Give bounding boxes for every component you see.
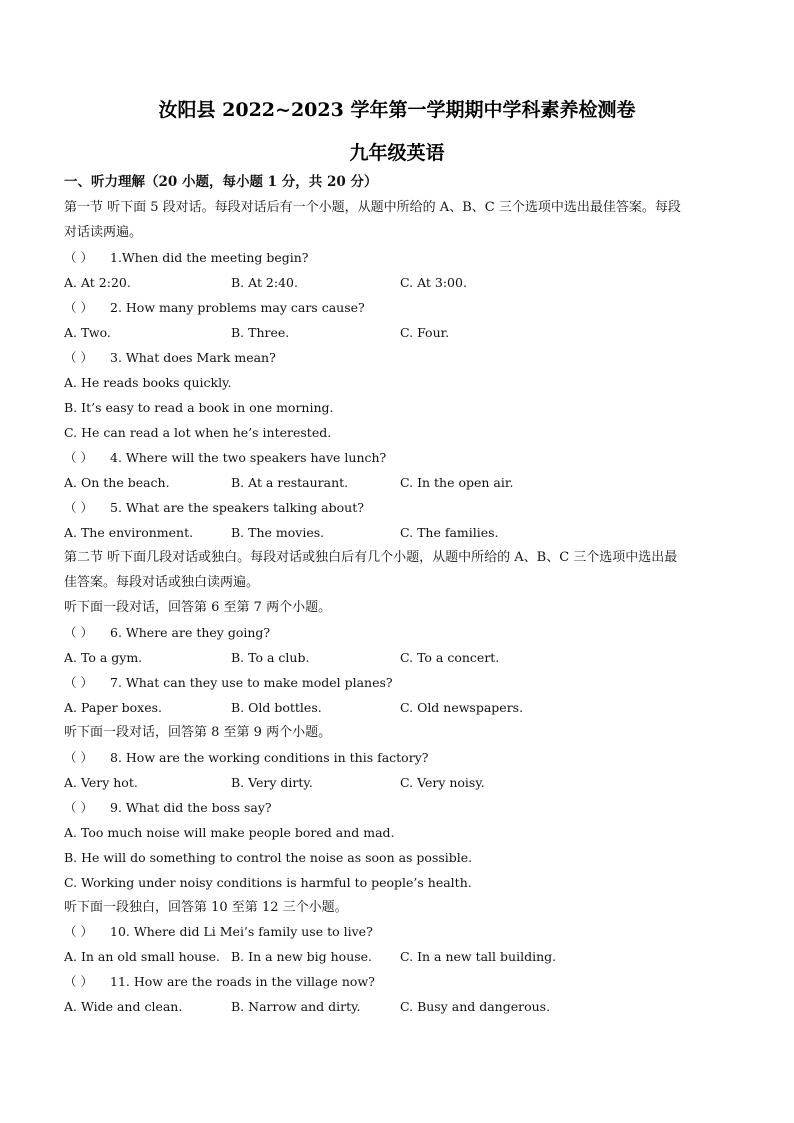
option-c: C. He can read a lot when he’s interested. bbox=[64, 425, 332, 440]
option-c: C. In the open air. bbox=[400, 475, 514, 490]
option-c: C. Working under noisy conditions is harmful to people’s health. bbox=[64, 875, 472, 890]
option-a: A. He reads books quickly. bbox=[64, 375, 232, 390]
question-text: 3. What does Mark mean? bbox=[110, 350, 276, 365]
option-b: B. Three. bbox=[231, 325, 290, 340]
answer-blank[interactable]: （ ） bbox=[64, 974, 93, 989]
question-text: 6. Where are they going? bbox=[110, 625, 271, 640]
option-c: C. Old newspapers. bbox=[400, 700, 524, 715]
option-b: B. At 2:40. bbox=[231, 275, 298, 290]
question-text: 11. How are the roads in the village now? bbox=[110, 974, 375, 989]
question-10 bbox=[64, 924, 373, 940]
option-c: C. The families. bbox=[400, 525, 499, 540]
exam-title: 汝阳县 2022~2023 学年第一学期期中学科素养检测卷 bbox=[158, 99, 636, 121]
section1-intro-line1: 第一节 听下面 5 段对话。每段对话后有一个小题，从题中所给的 A、B、C 三个选项中选出最佳答案。每段 bbox=[64, 200, 681, 215]
option-a: A. On the beach. bbox=[64, 475, 170, 490]
section1-intro-line2: 对话读两遍。 bbox=[64, 225, 143, 240]
answer-blank[interactable]: （ ） bbox=[64, 350, 93, 365]
question-4 bbox=[64, 450, 386, 466]
answer-blank[interactable]: （ ） bbox=[64, 300, 93, 315]
question-text: 5. What are the speakers talking about? bbox=[110, 500, 364, 515]
exam-subtitle: 九年级英语 bbox=[349, 142, 445, 164]
question-text: 2. How many problems may cars cause? bbox=[110, 300, 365, 315]
option-a: A. Two. bbox=[64, 325, 111, 340]
answer-blank[interactable]: （ ） bbox=[64, 500, 93, 515]
group-instruction-2: 听下面一段对话，回答第 8 至第 9 两个小题。 bbox=[64, 725, 332, 740]
option-a: A. The environment. bbox=[64, 525, 194, 540]
option-b: B. Narrow and dirty. bbox=[231, 999, 361, 1014]
option-a: A. Too much noise will make people bored and mad. bbox=[64, 825, 395, 840]
answer-blank[interactable]: （ ） bbox=[64, 450, 93, 465]
answer-blank[interactable]: （ ） bbox=[64, 675, 93, 690]
question-2 bbox=[64, 300, 365, 316]
option-b: B. In a new big house. bbox=[231, 949, 373, 964]
option-b: B. The movies. bbox=[231, 525, 325, 540]
option-c: C. Four. bbox=[400, 325, 450, 340]
option-b: B. Very dirty. bbox=[231, 775, 313, 790]
option-a: A. Very hot. bbox=[64, 775, 138, 790]
group-instruction-1: 听下面一段对话，回答第 6 至第 7 两个小题。 bbox=[64, 600, 332, 615]
option-b: B. It’s easy to read a book in one morning. bbox=[64, 400, 334, 415]
option-b: B. He will do something to control the noise as soon as possible. bbox=[64, 850, 473, 865]
option-b: B. At a restaurant. bbox=[231, 475, 349, 490]
question-text: 10. Where did Li Mei’s family use to live? bbox=[110, 924, 373, 939]
question-11 bbox=[64, 974, 375, 990]
question-text: 4. Where will the two speakers have lunch? bbox=[110, 450, 387, 465]
option-c: C. At 3:00. bbox=[400, 275, 467, 290]
answer-blank[interactable]: （ ） bbox=[64, 250, 93, 265]
question-text: 9. What did the boss say? bbox=[110, 800, 272, 815]
answer-blank[interactable]: （ ） bbox=[64, 800, 93, 815]
option-a: A. Wide and clean. bbox=[64, 999, 183, 1014]
answer-blank[interactable]: （ ） bbox=[64, 750, 93, 765]
question-5 bbox=[64, 500, 364, 516]
question-text: 1.When did the meeting begin? bbox=[110, 250, 309, 265]
option-b: B. To a club. bbox=[231, 650, 310, 665]
option-a: A. At 2:20. bbox=[64, 275, 131, 290]
question-text: 8. How are the working conditions in this factory? bbox=[110, 750, 429, 765]
section2-intro-line2: 佳答案。每段对话或独白读两遍。 bbox=[64, 575, 260, 590]
option-c: C. To a concert. bbox=[400, 650, 500, 665]
question-text: 7. What can they use to make model planes? bbox=[110, 675, 393, 690]
group-instruction-3: 听下面一段独白，回答第 10 至第 12 三个小题。 bbox=[64, 900, 348, 915]
question-9 bbox=[64, 800, 272, 816]
option-c: C. Very noisy. bbox=[400, 775, 485, 790]
answer-blank[interactable]: （ ） bbox=[64, 625, 93, 640]
option-a: A. To a gym. bbox=[64, 650, 143, 665]
option-a: A. In an old small house. bbox=[64, 949, 221, 964]
option-b: B. Old bottles. bbox=[231, 700, 322, 715]
question-3 bbox=[64, 350, 276, 366]
question-6 bbox=[64, 625, 270, 641]
section2-intro-line1: 第二节 听下面几段对话或独白。每段对话或独白后有几个小题，从题中所给的 A、B、C 三个选项中选出最 bbox=[64, 550, 678, 565]
question-1 bbox=[64, 250, 309, 266]
answer-blank[interactable]: （ ） bbox=[64, 924, 93, 939]
part1-heading: 一、听力理解（20 小题，每小题 1 分，共 20 分） bbox=[64, 174, 378, 190]
option-a: A. Paper boxes. bbox=[64, 700, 162, 715]
question-8 bbox=[64, 750, 428, 766]
option-c: C. Busy and dangerous. bbox=[400, 999, 551, 1014]
question-7 bbox=[64, 675, 393, 691]
option-c: C. In a new tall building. bbox=[400, 949, 557, 964]
